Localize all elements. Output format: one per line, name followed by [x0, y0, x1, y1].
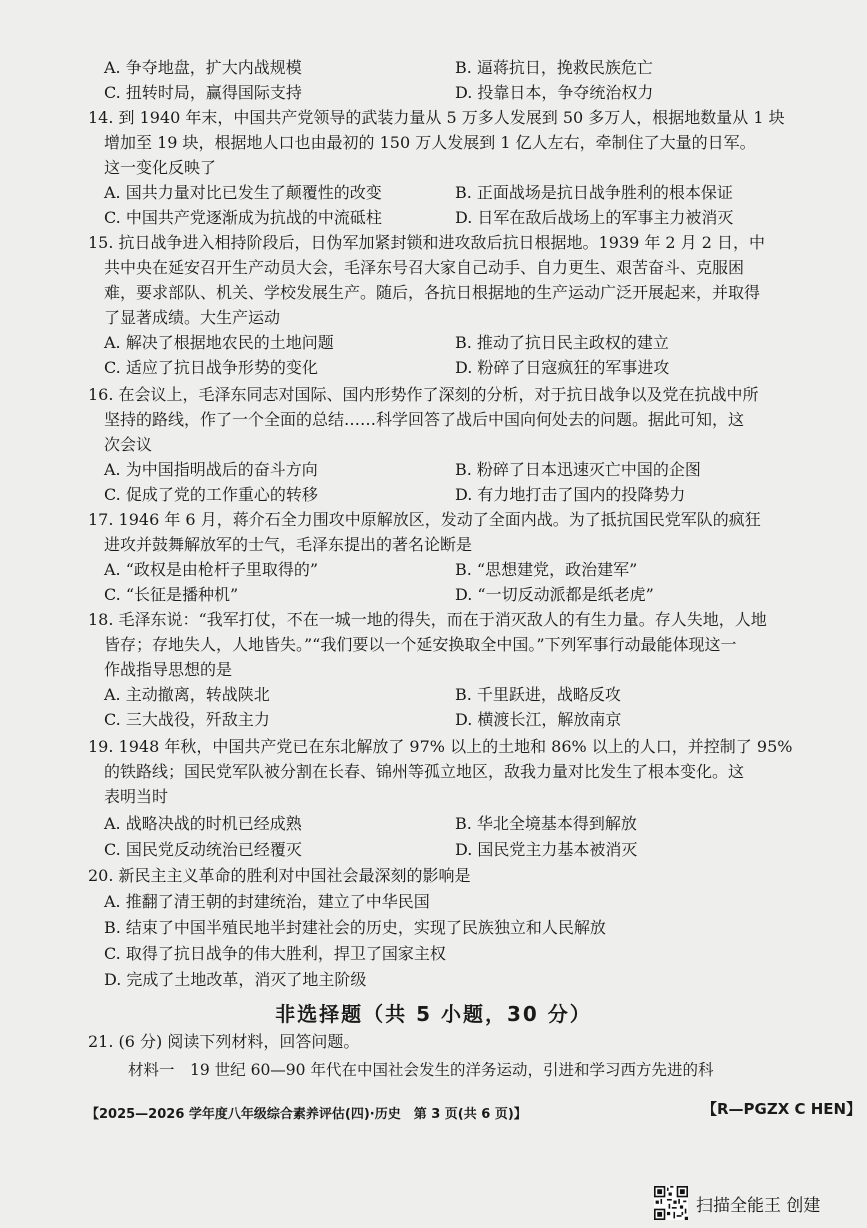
q18-stem-line-3: 作战指导思想的是 — [104, 660, 233, 679]
q20-option-a: A. 推翻了清王朝的封建统治，建立了中华民国 — [104, 892, 430, 911]
q17-stem-line-2: 进攻并鼓舞解放军的士气，毛泽东提出的著名论断是 — [104, 535, 473, 554]
q15-option-b: B. 推动了抗日民主政权的建立 — [455, 333, 669, 352]
q17-option-b: B. “思想建党，政治建军” — [455, 560, 638, 579]
q15-stem-line-1: 15. 抗日战争进入相持阶段后，日伪军加紧封锁和进攻敌后抗日根据地。1939 年 2 月 2 日，中 — [88, 233, 766, 252]
q16-stem-line-1: 16. 在会议上，毛泽东同志对国际、国内形势作了深刻的分析，对于抗日战争以及党在抗战中所 — [88, 385, 759, 404]
q16-option-a: A. 为中国指明战后的奋斗方向 — [104, 460, 318, 479]
q19-stem-line-2: 的铁路线；国民党军队被分割在长春、锦州等孤立地区，敌我力量对比发生了根本变化。这 — [104, 762, 745, 781]
q14-option-a: A. 国共力量对比已发生了颠覆性的改变 — [104, 183, 382, 202]
q16-stem-line-2: 坚持的路线，作了一个全面的总结……科学回答了战后中国向何处去的问题。据此可知，这 — [104, 410, 745, 429]
q19-stem-line-1: 19. 1948 年秋，中国共产党已在东北解放了 97% 以上的土地和 86% 以上的人口，并控制了 95% — [88, 737, 793, 756]
q20-option-c: C. 取得了抗日战争的伟大胜利，捍卫了国家主权 — [104, 944, 446, 963]
q15-stem-line-3: 难，要求部队、机关、学校发展生产。随后，各抗日根据地的生产运动广泛开展起来，并取得 — [104, 283, 761, 302]
q15-option-a: A. 解决了根据地农民的土地问题 — [104, 333, 334, 352]
scanner-watermark-text: 扫描全能王 创建 — [696, 1195, 821, 1216]
q14-option-d: D. 日军在敌后战场上的军事主力被消灭 — [455, 208, 734, 227]
q13-option-d: D. 投靠日本，争夺统治权力 — [455, 83, 654, 102]
q17-stem-line-1: 17. 1946 年 6 月，蒋介石全力围攻中原解放区，发动了全面内战。为了抵抗国民党军队的疯狂 — [88, 510, 761, 529]
q14-stem-line-2: 增加至 19 块，根据地人口也由最初的 150 万人发展到 1 亿人左右，牵制住了大量的日军。 — [104, 133, 756, 152]
q18-option-a: A. 主动撤离，转战陕北 — [104, 685, 270, 704]
q14-stem-line-1: 14. 到 1940 年末，中国共产党领导的武装力量从 5 万多人发展到 50 多万人，根据地数量从 1 块 — [88, 108, 785, 127]
q20-stem-line-1: 20. 新民主主义革命的胜利对中国社会最深刻的影响是 — [88, 866, 471, 885]
q18-stem-line-2: 皆存；存地失人，人地皆失。”“我们要以一个延安换取全中国。”下列军事行动最能体现这一 — [104, 635, 737, 654]
q19-option-d: D. 国民党主力基本被消灭 — [455, 840, 638, 859]
q16-stem-line-3: 次会议 — [104, 435, 153, 454]
q19-option-a: A. 战略决战的时机已经成熟 — [104, 814, 302, 833]
q15-stem-line-2: 共中央在延安召开生产动员大会，毛泽东号召大家自己动手、自力更生、艰苦奋斗、克服困 — [104, 258, 745, 277]
q18-option-d: D. 横渡长江，解放南京 — [455, 710, 622, 729]
q21-stem-line-1: 21. (6 分) 阅读下列材料，回答问题。 — [88, 1032, 360, 1051]
q14-option-b: B. 正面战场是抗日战争胜利的根本保证 — [455, 183, 733, 202]
q18-option-c: C. 三大战役，歼敌主力 — [104, 710, 270, 729]
q14-stem-line-3: 这一变化反映了 — [104, 158, 217, 177]
footer-info: 【2025—2026 学年度八年级综合素养评估(四)·历史 第 3 页(共 6 页)】 — [86, 1107, 527, 1122]
q15-option-c: C. 适应了抗日战争形势的变化 — [104, 358, 318, 377]
q17-option-d: D. “一切反动派都是纸老虎” — [455, 585, 654, 604]
q16-option-c: C. 促成了党的工作重心的转移 — [104, 485, 318, 504]
q16-option-b: B. 粉碎了日本迅速灭亡中国的企图 — [455, 460, 701, 479]
q13-option-c: C. 扭转时局，赢得国际支持 — [104, 83, 302, 102]
q20-option-b: B. 结束了中国半殖民地半封建社会的历史，实现了民族独立和人民解放 — [104, 918, 606, 937]
q18-stem-line-1: 18. 毛泽东说：“我军打仗，不在一城一地的得失，而在于消灭敌人的有生力量。存人失地，人地 — [88, 610, 767, 629]
q21-material-1: 材料一 19 世纪 60—90 年代在中国社会发生的洋务运动，引进和学习西方先进的科 — [128, 1061, 714, 1079]
q18-option-b: B. 千里跃进，战略反攻 — [455, 685, 621, 704]
q16-option-d: D. 有力地打击了国内的投降势力 — [455, 485, 686, 504]
qr-code-icon — [654, 1186, 688, 1220]
q14-option-c: C. 中国共产党逐渐成为抗战的中流砥柱 — [104, 208, 382, 227]
q19-option-b: B. 华北全境基本得到解放 — [455, 814, 637, 833]
q20-option-d: D. 完成了土地改革，消灭了地主阶级 — [104, 970, 367, 989]
q13-option-a: A. 争夺地盘，扩大内战规模 — [104, 58, 302, 77]
q13-option-b: B. 逼蒋抗日，挽救民族危亡 — [455, 58, 653, 77]
q19-stem-line-3: 表明当时 — [104, 787, 169, 806]
section-title: 非选择题（共 5 小题，30 分） — [275, 1002, 592, 1026]
scanner-watermark — [654, 1183, 820, 1223]
footer-code: 【R—PGZX C HEN】 — [702, 1100, 862, 1118]
q19-option-c: C. 国民党反动统治已经覆灭 — [104, 840, 302, 859]
q15-stem-line-4: 了显著成绩。大生产运动 — [104, 308, 281, 327]
q15-option-d: D. 粉碎了日寇疯狂的军事进攻 — [455, 358, 670, 377]
q17-option-c: C. “长征是播种机” — [104, 585, 239, 604]
q17-option-a: A. “政权是由枪杆子里取得的” — [104, 560, 319, 579]
